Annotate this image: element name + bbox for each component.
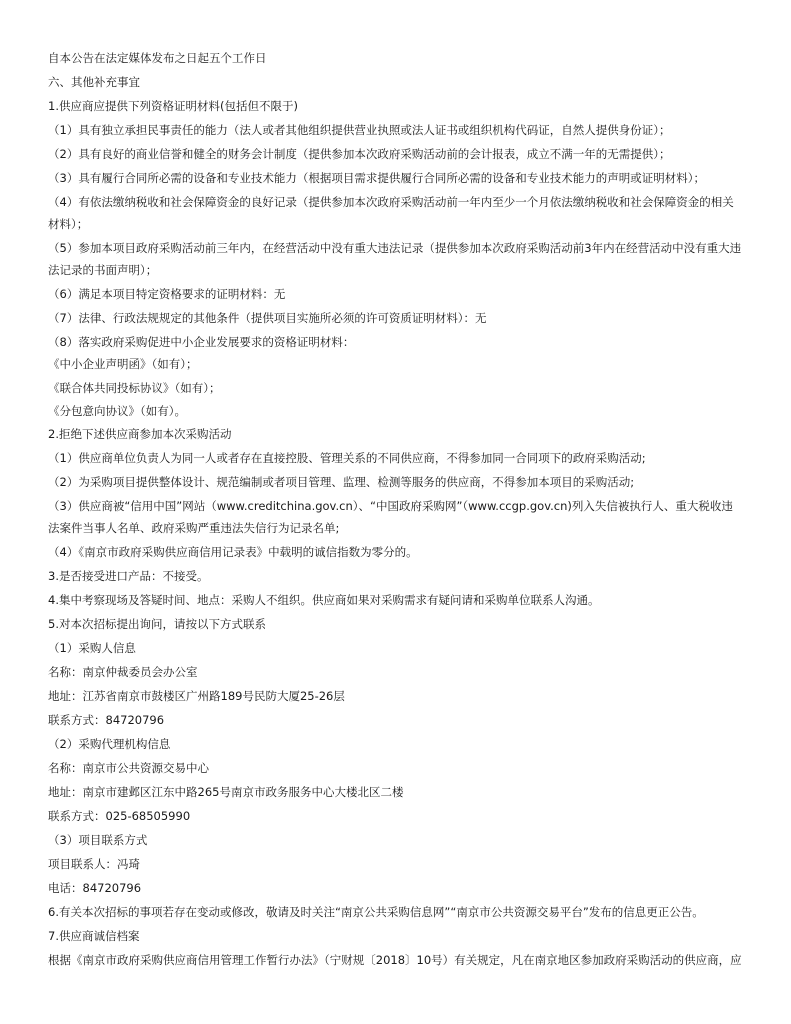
requirement-3: （3）具有履行合同所必需的设备和专业技术能力（根据项目需求提供履行合同所必需的设备和专业技术能力的声明或证明材料）； (48, 171, 706, 185)
purchaser-info-heading: （1）采购人信息 (48, 641, 136, 655)
item-7-heading: 7.供应商诚信档案 (48, 929, 140, 943)
agency-address: 地址：南京市建邺区江东中路265号南京市政务服务中心大楼北区二楼 (48, 785, 404, 799)
exclusion-3-continued: 法案件当事人名单、政府采购严重违法失信行为记录名单; (48, 521, 340, 535)
requirement-7: （7）法律、行政法规规定的其他条件（提供项目实施所必须的许可资质证明材料）：无 (48, 311, 487, 325)
exclusion-1: （1）供应商单位负责人为同一人或者存在直接控股、管理关系的不同供应商，不得参加同一合同项下的政府采购活动; (48, 451, 646, 465)
agency-phone: 联系方式：025-68505990 (48, 809, 191, 823)
purchaser-phone: 联系方式：84720796 (48, 713, 165, 727)
doc-subcontract-intent: 《分包意向协议》（如有）。 (48, 404, 186, 418)
credit-rules-paragraph: 根据《南京市政府采购供应商信用管理工作暂行办法》（宁财规〔2018〕10号）有关规定，凡在南京地区参加政府采购活动的供应商，应 (48, 953, 742, 967)
requirement-6: （6）满足本项目特定资格要求的证明材料：无 (48, 287, 286, 301)
purchaser-name: 名称：南京仲裁委员会办公室 (48, 665, 198, 679)
project-contact-heading: （3）项目联系方式 (48, 833, 148, 847)
doc-line-deadline: 自本公告在法定媒体发布之日起五个工作日 (48, 51, 267, 65)
requirement-5: （5）参加本项目政府采购活动前三年内，在经营活动中没有重大违法记录（提供参加本次政府采购活动前3年内在经营活动中没有重大违 (48, 241, 742, 255)
project-contact-phone: 电话：84720796 (48, 881, 142, 895)
section-heading-supplementary: 六、其他补充事宜 (48, 75, 140, 89)
requirement-5-continued: 法记录的书面声明）； (48, 263, 158, 277)
exclusion-3: （3）供应商被“信用中国”网站（www.creditchina.gov.cn）、“中国政府采购网”（www.ccgp.gov.cn)列入失信被执行人、重大税收违 (48, 499, 733, 513)
purchaser-address: 地址：江苏省南京市鼓楼区广州路189号民防大厦25-26层 (48, 689, 345, 703)
requirement-4: （4）有依法缴纳税收和社会保障资金的良好记录（提供参加本次政府采购活动前一年内至少一个月依法缴纳税收和社会保障资金的相关 (48, 195, 734, 209)
doc-consortium-agreement: 《联合体共同投标协议》（如有）； (48, 381, 221, 395)
item-5-heading: 5.对本次招标提出询问，请按以下方式联系 (48, 617, 266, 631)
exclusion-4: （4）《南京市政府采购供应商信用记录表》中载明的诚信指数为零分的。 (48, 545, 418, 559)
requirement-1: （1）具有独立承担民事责任的能力（法人或者其他组织提供营业执照或法人证书或组织机构代码证，自然人提供身份证）； (48, 123, 671, 137)
item-3-imported-products: 3.是否接受进口产品：不接受。 (48, 569, 209, 583)
item-2-heading: 2.拒绝下述供应商参加本次采购活动 (48, 427, 232, 441)
exclusion-2: （2）为采购项目提供整体设计、规范编制或者项目管理、监理、检测等服务的供应商，不得参加本项目的采购活动; (48, 475, 635, 489)
doc-sme-declaration: 《中小企业声明函》（如有）； (48, 357, 198, 371)
agency-name: 名称：南京市公共资源交易中心 (48, 761, 209, 775)
item-6-changes-notice: 6.有关本次招标的事项若存在变动或修改，敬请及时关注“南京公共采购信息网”“南京市公共资源交易平台”发布的信息更正公告。 (48, 905, 704, 919)
item-1-heading: 1.供应商应提供下列资格证明材料(包括但不限于) (48, 99, 298, 113)
item-4-site-visit: 4.集中考察现场及答疑时间、地点：采购人不组织。供应商如果对采购需求有疑问请和采购单位联系人沟通。 (48, 593, 600, 607)
project-contact-person: 项目联系人：冯琦 (48, 857, 140, 871)
requirement-2: （2）具有良好的商业信誉和健全的财务会计制度（提供参加本次政府采购活动前的会计报表，成立不满一年的无需提供）； (48, 147, 671, 161)
agency-info-heading: （2）采购代理机构信息 (48, 737, 171, 751)
requirement-8: （8）落实政府采购促进中小企业发展要求的资格证明材料： (48, 335, 355, 349)
requirement-4-continued: 材料）； (48, 217, 89, 231)
